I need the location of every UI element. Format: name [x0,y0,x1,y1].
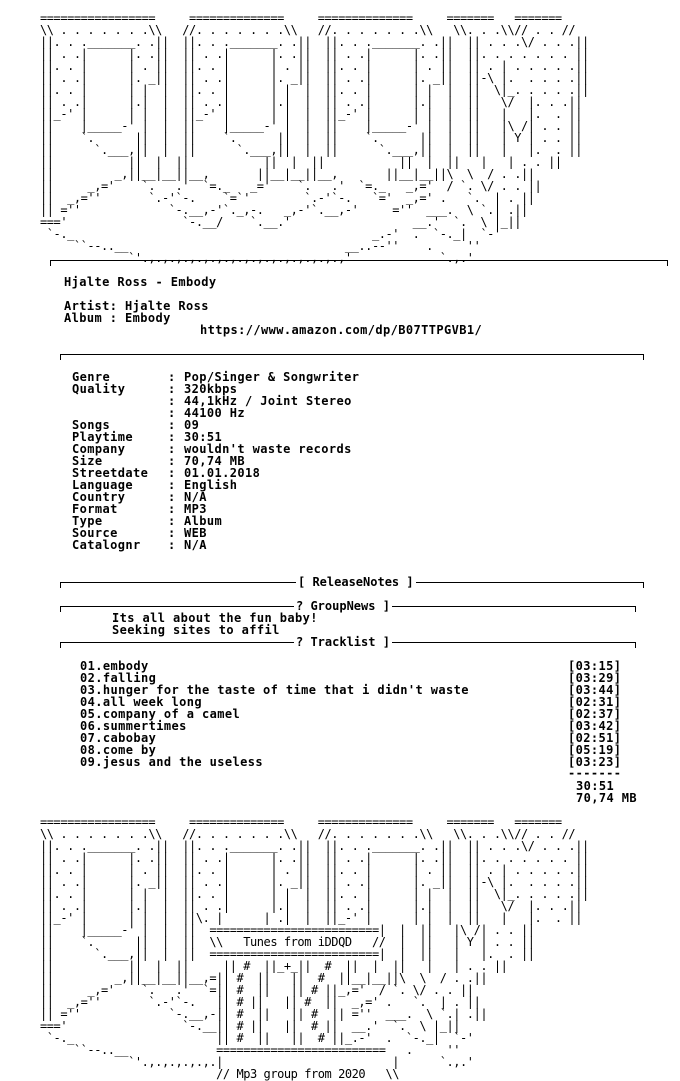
track-duration: [03:44] [568,683,622,697]
info-value: N/A [184,490,207,504]
track-row [80,756,640,768]
track-duration: [03:23] [568,755,622,769]
amazon-link[interactable]: https://www.amazon.com/dp/B07TTPGVB1/ [200,323,483,337]
info-value: 44100 Hz [184,406,245,420]
info-separator: : [168,538,176,552]
track-row [80,732,640,744]
info-row [72,539,359,551]
info-separator: : [168,406,176,420]
track-name: 02.falling [80,671,157,685]
info-value: WEB [184,526,207,540]
total-size: 70,74 MB [576,791,637,805]
info-value: MP3 [184,502,207,516]
track-name: 03.hunger for the taste of time that i didn't waste [80,683,469,697]
track-name: 04.all week long [80,695,202,709]
track-name: 07.cabobay [80,731,157,745]
track-name: 08.come by [80,743,157,757]
colon: : [109,311,125,325]
info-value: N/A [184,538,207,552]
header-box-right-tick [667,260,668,266]
tracklist [80,660,640,768]
info-row [72,407,359,419]
info-key: Company [72,442,126,456]
info-key: Genre [72,370,111,384]
track-duration: [02:31] [568,695,622,709]
album-line [64,312,171,324]
info-separator: : [168,466,176,480]
info-value: 320kbps [184,382,238,396]
info-value: 70,74 MB [184,454,245,468]
track-duration: [02:51] [568,731,622,745]
info-value: 44,1kHz / Joint Stereo [184,394,352,408]
info-key [72,395,168,407]
track-duration: [02:37] [568,707,622,721]
release-title: Hjalte Ross - Embody [64,275,217,289]
info-value: Pop/Singer & Songwriter [184,370,360,384]
ascii-logo-bottom: ================= ============== ============== ======= ======= \\ . . . . . . .\\ //. . . . . . .\\ //. . . . . . .\\ \\. . .\\// . . // ||. . ._______. .|| ||. . ._______. .|| ||. . ._______. .|| || . . .\/ . . .|| || . .| |. .|| || . .| |. .|| || . .| |. .|| ||. . . . . . . || ||. . | | . || ||. . | | . || ||. . | | . || || . | . . . . .|| || . .| |. _|| || . .| |. _|| || . .| |. _|| ||-\ |. . . . .|| ||. . | | | | ||. . | | | | ||. . | | | | || \|_. . . . .|| || . .| |.| | || . .| |.| | || . .| |.| | || \/ |. . .|| ||_-' | | | | ||\. | | .| | ||_-' | | | | || | |. . || || |_____-' | | || =========================| | || |\ /| . . || || `. || | || \\ Tunes from iDDQD // | || | Y | . . || || `.___,|| | || =========================| | || | |. . || || || | || || # ||_+_|| # || | || | | . . || || _,||__|__||__,=|| # || || # ||__|__||\ \ / . .|| || _,=' `. .' `=|| # || || # ||_,=' / `. \/ . . || || _,='' `.-'`-. || # || || # || _,=' . `. | . || || ='' `-.__,-|| # || || # || ='' ___. \ `.| .|| ===' `-.__|| # || || # || __.' `. \ |_|| `-._ || # || || # ||_.-' . `-._| `-' ``--..__ ========================= . '' `'.,.,.,.,.,.| | `.,.' // Mp3 group from 2020 \\ [40,815,589,1081]
info-value: English [184,478,238,492]
track-name: 06.summertimes [80,719,187,733]
info-key: Playtime [72,430,133,444]
ascii-logo-top: ================= ============== ============== ======= ======= \\ . . . . . . .\\ //. . . . . . .\\ //. . . . . . .\\ \\. . .\\// . . // ||. . ._______. .|| ||. . ._______. .|| ||. . ._______. .|| || . . .\/ . . .|| || . .| |. .|| || . .| |. .|| || . .| |. .|| ||. . . . . . . || ||. . | | . || ||. . | | . || ||. . | | . || || . | . . . . .|| || . .| |. _|| || . .| |. _|| || . .| |. _|| ||-\ |. . . . .|| ||. . | | | | ||. . | | | | ||. . | | | | || \|_. . . . .|| || . .| |.| | || . .| |.| | || . .| |.| | || \/ |. . .|| ||_-' | | | | ||_-' | | | | ||_-' | | | | || | |. . || || |_____-' | | || |_____-' | | || |_____-' | | || |\ /| . . || || `. || | || `. || | || `. || | || | Y | . . || || `.___,|| | || `.___,|| | || `.___,|| | || | |. . || || || | || || | || || | || | | . . || || _,||__|__||__, ||__|__||__, ||__|__||\ \ / . .|| || _,=' `. .' `=._ _=' `. .' `=._ _,=' / `. \/ . . || || _,='' `.-'`-. `=`' `.-'`-. `=' _,=' . `. | . || || ='' `-.__,-'`._,-. _,-'`.__,-' ='' ___. \ `.| .|| ===' `-.__/ `.__.' __.' `. \ |_|| `-._ _.-' . `-._| `-' ``--..__ __..--'' . '' `'.,.,.,.,.,.,.,.,.,.,.,.,.,.,.,' `.,.' [40,11,589,265]
group-news-line-2: Seeking sites to affil [112,623,280,637]
info-key: Streetdate [72,466,149,480]
track-name: 01.embody [80,659,149,673]
info-key: Country [72,490,126,504]
group-news-line-1: Its all about the fun baby! [112,611,318,625]
header-box-top-border [50,260,668,261]
info-separator: : [168,394,176,408]
release-notes-header: [ ReleaseNotes ] [298,575,414,589]
info-value: Album [184,514,223,528]
album-value: Embody [125,311,171,325]
url-line [200,324,482,336]
release-notes-right-tick [643,582,644,588]
info-separator: : [168,430,176,444]
info-separator: : [168,442,176,456]
tracklist-right-tick [635,642,636,648]
track-duration: [03:42] [568,719,622,733]
info-key: Quality [72,382,126,396]
tracklist-left-tick [60,642,61,648]
total-time: 30:51 [576,779,615,793]
info-separator: : [168,502,176,516]
info-separator: : [168,454,176,468]
info-separator: : [168,370,176,384]
info-separator: : [168,526,176,540]
artist-value: Hjalte Ross [125,299,209,313]
track-duration: [03:15] [568,659,622,673]
info-box-right-tick [643,354,644,360]
info-value: 30:51 [184,430,223,444]
track-duration: [03:29] [568,671,622,685]
info-value: 09 [184,418,200,432]
info-separator: : [168,382,176,396]
artist-label: Artist [64,299,110,313]
info-key: Catalognr [72,538,141,552]
track-row [80,660,640,672]
album-label: Album [64,311,110,325]
group-news-header: ? GroupNews ] [296,599,390,613]
group-news-right-tick [635,606,636,612]
info-key: Songs [72,418,111,432]
info-separator: : [168,514,176,528]
info-separator: : [168,478,176,492]
info-key: Type [72,514,103,528]
release-notes-left-tick [60,582,61,588]
colon: : [109,299,125,313]
track-name: 05.company of a camel [80,707,241,721]
info-value: 01.01.2018 [184,466,261,480]
track-duration: [05:19] [568,743,622,757]
info-box-left-tick [60,354,61,360]
track-row [80,720,640,732]
tracklist-header: ? Tracklist ] [296,635,390,649]
info-separator: : [168,490,176,504]
track-name: 09.jesus and the useless [80,755,263,769]
header-box-left-tick [50,260,51,266]
info-key: Format [72,502,118,516]
total-separator: ------- [568,766,622,780]
info-key: Source [72,526,118,540]
info-box-top-border [60,354,644,355]
info-separator: : [168,418,176,432]
info-key: Size [72,454,103,468]
info-value: wouldn't waste records [184,442,352,456]
group-news-left-tick [60,606,61,612]
release-info-table [72,371,359,551]
info-key: Language [72,478,133,492]
